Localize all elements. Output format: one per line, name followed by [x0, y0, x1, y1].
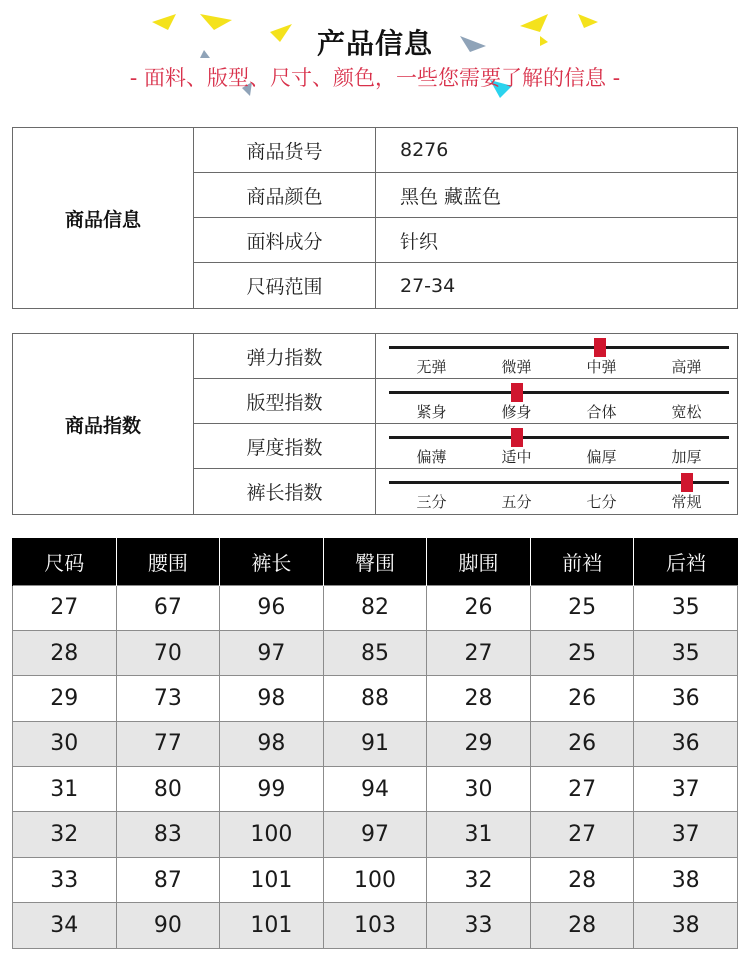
table-cell: 88	[323, 676, 427, 721]
scale-option: 偏薄	[416, 448, 447, 466]
table-row	[13, 630, 738, 675]
table-cell: 90	[116, 903, 220, 948]
table-cell: 70	[116, 630, 220, 675]
scale-option: 无弹	[416, 358, 447, 376]
product-info-table	[12, 127, 738, 309]
scale-option: 修身	[501, 403, 532, 421]
table-cell: 29	[427, 721, 531, 766]
length-scale	[389, 469, 729, 514]
table-cell: 103	[323, 903, 427, 948]
column-header-waist: 腰围	[116, 538, 220, 585]
scale-track	[389, 391, 729, 394]
table-cell: 28	[530, 857, 634, 902]
table-cell: 35	[634, 630, 738, 675]
table-cell: 101	[220, 903, 324, 948]
info-row-color	[194, 173, 738, 218]
table-cell: 80	[116, 767, 220, 812]
table-cell: 99	[220, 767, 324, 812]
table-cell: 96	[220, 585, 324, 630]
info-value: 8276	[400, 139, 449, 161]
info-row-size-range	[194, 263, 738, 308]
scale-option: 合体	[586, 403, 617, 421]
info-value: 27-34	[400, 274, 456, 297]
table-row	[13, 585, 738, 630]
table-cell: 27	[427, 630, 531, 675]
info-label: 商品颜色	[194, 173, 376, 217]
scale-track	[389, 436, 729, 439]
table-cell: 38	[634, 857, 738, 902]
table-cell: 33	[13, 857, 117, 902]
info-label: 尺码范围	[194, 263, 376, 308]
scale-option: 适中	[501, 448, 532, 466]
table-cell: 31	[427, 812, 531, 857]
scale-option: 中弹	[586, 358, 617, 376]
table-cell: 30	[427, 767, 531, 812]
table-cell: 32	[427, 857, 531, 902]
scale-option: 宽松	[671, 403, 702, 421]
table-cell: 36	[634, 721, 738, 766]
table-cell: 30	[13, 721, 117, 766]
table-cell: 37	[634, 767, 738, 812]
table-cell: 25	[530, 585, 634, 630]
column-header-front-rise: 前裆	[530, 538, 634, 585]
table-cell: 26	[427, 585, 531, 630]
index-label: 裤长指数	[194, 469, 376, 514]
index-row-fit	[194, 379, 738, 424]
table-cell: 27	[530, 812, 634, 857]
thickness-scale	[389, 424, 729, 468]
table-cell: 91	[323, 721, 427, 766]
info-value: 黑色 藏蓝色	[400, 185, 502, 208]
scale-option: 微弹	[501, 358, 532, 376]
index-row-length	[194, 469, 738, 514]
table-cell: 28	[530, 903, 634, 948]
scale-option: 三分	[416, 493, 447, 511]
table-cell: 97	[323, 812, 427, 857]
table-cell: 94	[323, 767, 427, 812]
scale-option: 常规	[671, 493, 702, 511]
product-index-table	[12, 333, 738, 515]
table-row	[13, 767, 738, 812]
table-row	[13, 812, 738, 857]
scale-option: 紧身	[416, 403, 447, 421]
table-cell: 37	[634, 812, 738, 857]
table-cell: 27	[13, 585, 117, 630]
scale-option: 加厚	[671, 448, 702, 466]
column-header-hip: 臀围	[323, 538, 427, 585]
scale-marker	[594, 338, 606, 357]
info-label: 面料成分	[194, 218, 376, 262]
table-cell: 100	[220, 812, 324, 857]
scale-option: 高弹	[671, 358, 702, 376]
table-cell: 98	[220, 676, 324, 721]
table-cell: 36	[634, 676, 738, 721]
index-row-elasticity	[194, 334, 738, 379]
table-cell: 97	[220, 630, 324, 675]
index-row-thickness	[194, 424, 738, 469]
scale-option: 五分	[501, 493, 532, 511]
size-chart-header-row	[13, 538, 738, 585]
fit-scale	[389, 379, 729, 423]
scale-marker	[681, 473, 693, 492]
table-row	[13, 903, 738, 948]
scale-marker	[511, 428, 523, 447]
table-cell: 25	[530, 630, 634, 675]
table-cell: 26	[530, 721, 634, 766]
table-cell: 83	[116, 812, 220, 857]
table-cell: 98	[220, 721, 324, 766]
table-cell: 73	[116, 676, 220, 721]
scale-marker	[511, 383, 523, 402]
scale-track	[389, 346, 729, 349]
table-cell: 101	[220, 857, 324, 902]
index-label: 厚度指数	[194, 424, 376, 468]
table-cell: 38	[634, 903, 738, 948]
elasticity-scale	[389, 334, 729, 378]
table-cell: 26	[530, 676, 634, 721]
table-cell: 28	[13, 630, 117, 675]
table-cell: 77	[116, 721, 220, 766]
column-header-hem: 脚围	[427, 538, 531, 585]
size-chart-body	[13, 585, 738, 948]
index-label: 弹力指数	[194, 334, 376, 378]
index-label: 版型指数	[194, 379, 376, 423]
table-cell: 35	[634, 585, 738, 630]
column-header-back-rise: 后裆	[634, 538, 738, 585]
column-header-size: 尺码	[13, 538, 117, 585]
table-cell: 29	[13, 676, 117, 721]
table-row	[13, 721, 738, 766]
table-row	[13, 857, 738, 902]
table-cell: 32	[13, 812, 117, 857]
table-cell: 34	[13, 903, 117, 948]
table-cell: 82	[323, 585, 427, 630]
table-cell: 67	[116, 585, 220, 630]
table-cell: 100	[323, 857, 427, 902]
info-row-item-number	[194, 128, 738, 173]
table-cell: 87	[116, 857, 220, 902]
info-row-fabric	[194, 218, 738, 263]
product-index-category: 商品指数	[13, 334, 194, 514]
info-label: 商品货号	[194, 128, 376, 172]
table-cell: 28	[427, 676, 531, 721]
page-header	[0, 0, 750, 110]
table-cell: 31	[13, 767, 117, 812]
page-title: 产品信息	[316, 27, 433, 60]
table-cell: 27	[530, 767, 634, 812]
size-chart-table	[12, 538, 738, 949]
page-subtitle: - 面料、版型、尺寸、颜色，一些您需要了解的信息 -	[129, 66, 621, 90]
scale-option: 七分	[586, 493, 617, 511]
scale-option: 偏厚	[586, 448, 617, 466]
table-row	[13, 676, 738, 721]
table-cell: 85	[323, 630, 427, 675]
product-info-category: 商品信息	[13, 128, 194, 308]
scale-track	[389, 481, 729, 484]
column-header-length: 裤长	[220, 538, 324, 585]
info-value: 针织	[400, 230, 439, 253]
table-cell: 33	[427, 903, 531, 948]
